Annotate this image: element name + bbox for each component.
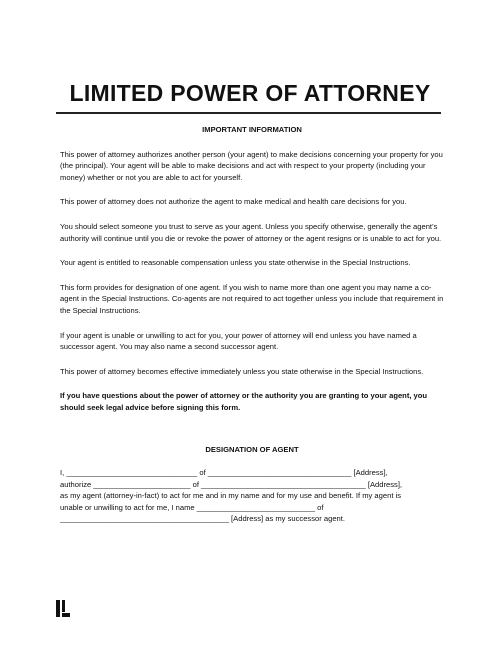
agent-name-address-line: authorize _______________________ of _______________________________________ [Address], — [60, 479, 403, 489]
legal-advice-notice: If you have questions about the power of attorney or the authority you are granting to your agent, you should seek legal advice before signing this form. — [60, 391, 428, 412]
document-title: LIMITED POWER OF ATTORNEY — [69, 80, 431, 106]
successor-agent-name-line: unable or unwilling to act for me, I name ____________________________ of — [60, 502, 324, 512]
agent-authority-line: as my agent (attorney-in-fact) to act for me and in my name and for my use and benefit. If my agent is — [60, 491, 402, 501]
designation-of-agent-section — [60, 467, 444, 525]
principal-name-address-line: I, _______________________________ of __________________________________ [Address], — [60, 468, 388, 478]
info-paragraph: You should select someone you trust to serve as your agent. Unless you specify otherwise, generally the agent’s authority will continue until you die or revoke the power of attorney or the agent resigns or is unable to act for you. — [60, 221, 442, 243]
info-paragraph: This power of attorney authorizes another person (your agent) to make decisions concerning your property for you (the principal). Your agent will be able to make decisions and act with respect to your property (including your money) whether or not you are able to act for yourself. — [60, 149, 443, 182]
document-body — [60, 118, 444, 525]
lawdistrict-logo-icon — [56, 600, 70, 617]
title-underline — [56, 112, 441, 114]
important-information-heading: IMPORTANT INFORMATION — [202, 125, 302, 134]
info-paragraph: This form provides for designation of one agent. If you wish to name more than one agent you may name a co-agent in the Special Instructions. Co-agents are not required to act together unless you include that requirement in the Special Instructions. — [60, 282, 444, 315]
designation-of-agent-heading: DESIGNATION OF AGENT — [205, 444, 299, 454]
successor-agent-address-line: ________________________________________ [Address] as my successor agent. — [60, 514, 345, 524]
info-paragraph: If your agent is unable or unwilling to act for you, your power of attorney will end unless you have named a successor agent. You may also name a second successor agent. — [60, 330, 417, 352]
info-paragraph: This power of attorney does not authorize the agent to make medical and health care decisions for you. — [60, 197, 407, 207]
info-paragraph: Your agent is entitled to reasonable compensation unless you state otherwise in the Special Instructions. — [60, 258, 411, 268]
info-paragraph: This power of attorney becomes effective immediately unless you state otherwise in the Special Instructions. — [60, 366, 424, 376]
